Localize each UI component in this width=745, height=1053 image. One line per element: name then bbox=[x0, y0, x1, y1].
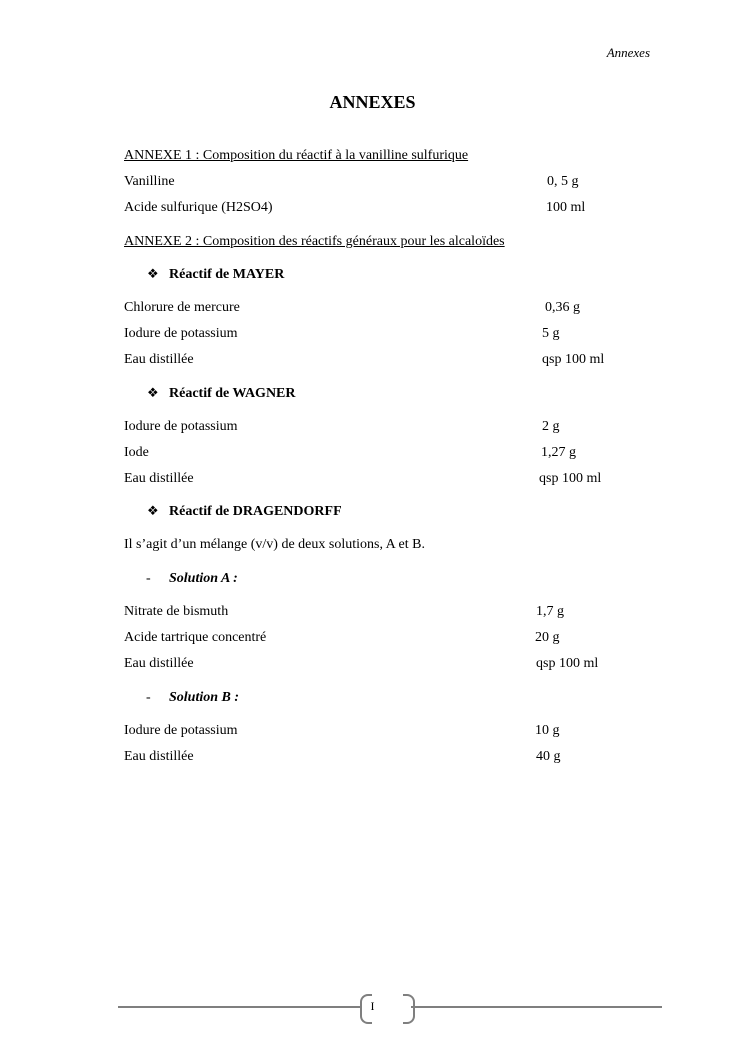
row-name: Eau distillée bbox=[124, 749, 194, 764]
annexe-1-heading: ANNEXE 1 : Composition du réactif à la vanilline sulfurique bbox=[124, 148, 469, 163]
dragendorff-intro: Il s’agit d’un mélange (v/v) de deux solutions, A et B. bbox=[124, 537, 425, 552]
page-title: ANNEXES bbox=[329, 92, 416, 112]
dash-bullet: - bbox=[146, 690, 151, 705]
reactif-dragendorff-title: Réactif de DRAGENDORFF bbox=[169, 504, 342, 519]
row-name: Nitrate de bismuth bbox=[124, 604, 229, 619]
row-value: qsp 100 ml bbox=[536, 656, 599, 671]
row-value: 2 g bbox=[542, 419, 560, 434]
row-name: Iode bbox=[124, 445, 149, 460]
diamond-bullet-icon: ❖ bbox=[147, 503, 159, 518]
running-header: Annexes bbox=[606, 45, 650, 60]
dash-bullet: - bbox=[146, 571, 151, 586]
row-value: 0,36 g bbox=[545, 300, 580, 315]
row-name: Chlorure de mercure bbox=[124, 300, 240, 315]
row-value: 5 g bbox=[542, 326, 560, 341]
annexe-2-heading: ANNEXE 2 : Composition des réactifs généraux pour les alcaloïdes bbox=[124, 234, 505, 249]
row-value: qsp 100 ml bbox=[542, 352, 605, 367]
diamond-bullet-icon: ❖ bbox=[147, 385, 159, 400]
row-value: 20 g bbox=[535, 630, 560, 645]
row-name: Acide tartrique concentré bbox=[124, 630, 267, 645]
row-name: Eau distillée bbox=[124, 352, 194, 367]
row-value: 40 g bbox=[536, 749, 561, 764]
solution-a-title: Solution A : bbox=[169, 571, 238, 586]
row-name: Acide sulfurique (H2SO4) bbox=[124, 200, 273, 215]
row-value: qsp 100 ml bbox=[539, 471, 602, 486]
row-name: Eau distillée bbox=[124, 471, 194, 486]
row-value: 10 g bbox=[535, 723, 560, 738]
row-value: 100 ml bbox=[546, 200, 586, 215]
diamond-bullet-icon: ❖ bbox=[147, 266, 159, 281]
row-name: Iodure de potassium bbox=[124, 419, 238, 434]
row-value: 0, 5 g bbox=[547, 174, 579, 189]
row-name: Vanilline bbox=[124, 174, 175, 189]
row-value: 1,27 g bbox=[541, 445, 576, 460]
row-name: Iodure de potassium bbox=[124, 723, 238, 738]
row-name: Eau distillée bbox=[124, 656, 194, 671]
page-number: I bbox=[370, 999, 375, 1013]
reactif-wagner-title: Réactif de WAGNER bbox=[169, 386, 296, 401]
row-value: 1,7 g bbox=[536, 604, 564, 619]
solution-b-title: Solution B : bbox=[169, 690, 240, 705]
reactif-mayer-title: Réactif de MAYER bbox=[169, 267, 285, 282]
row-name: Iodure de potassium bbox=[124, 326, 238, 341]
